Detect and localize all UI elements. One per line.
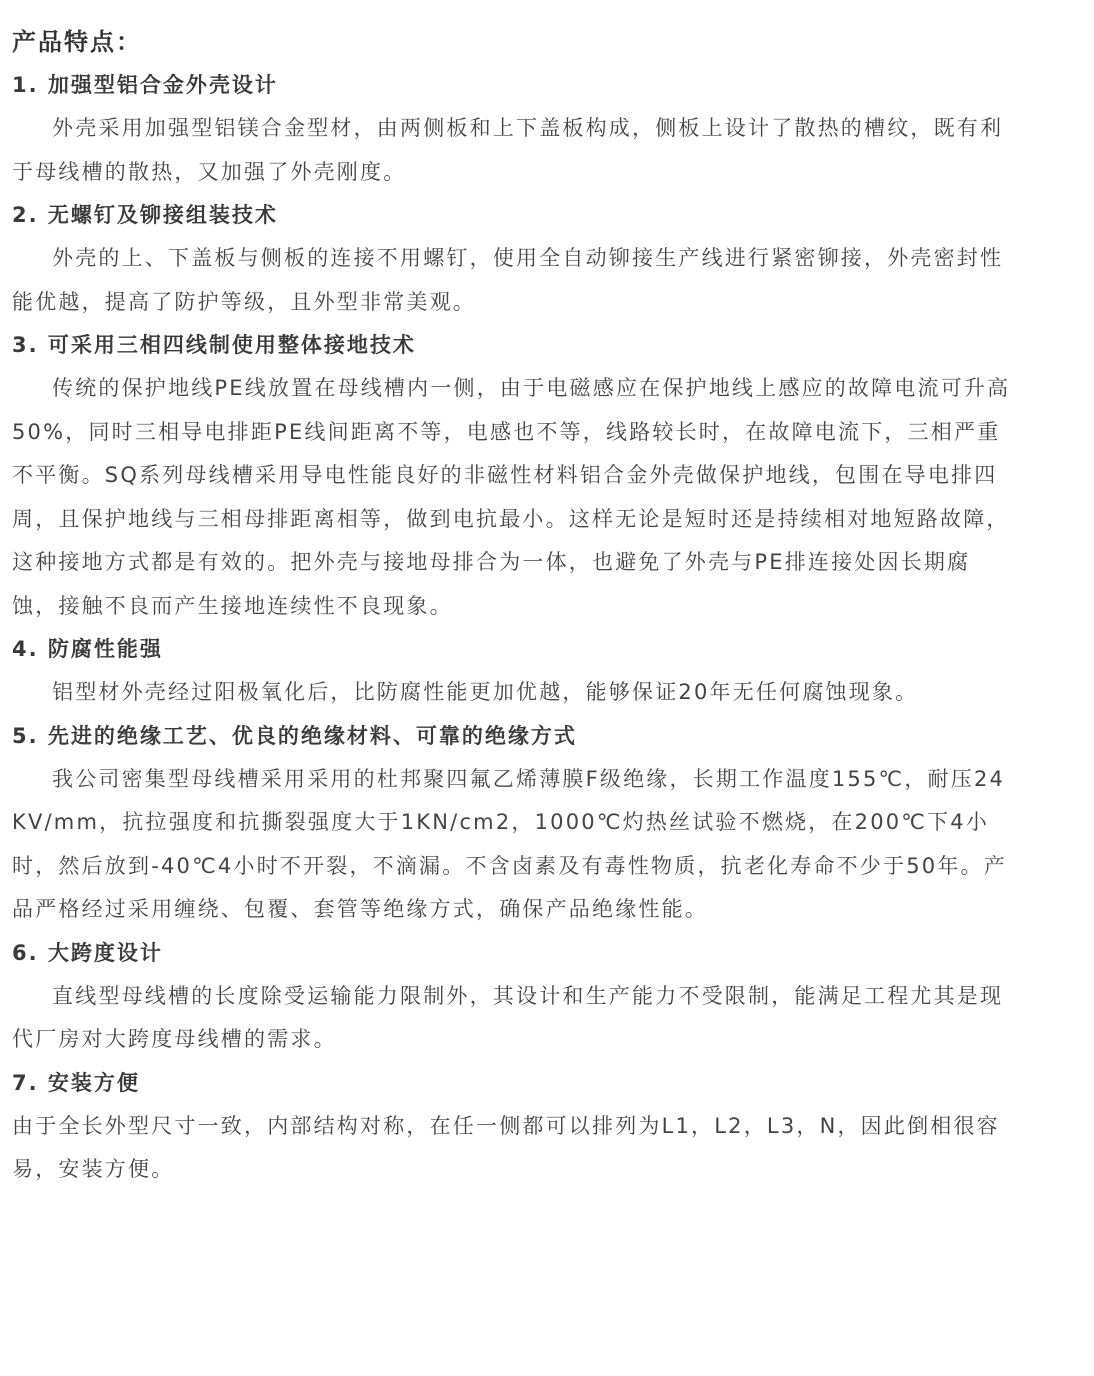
feature-section-4: [12, 628, 1012, 715]
feature-body-4: 铝型材外壳经过阳极氧化后，比防腐性能更加优越，能够保证20年无任何腐蚀现象。: [52, 680, 919, 704]
feature-section-2: [12, 194, 1012, 324]
feature-body-3: 传统的保护地线PE线放置在母线槽内一侧，由于电磁感应在保护地线上感应的故障电流可升高50%，同时三相导电排距PE线间距离不等，电感也不等，线路较长时，在故障电流下，三相严重不平衡。SQ系列母线槽采用导电性能良好的非磁性材料铝合金外壳做保护地线，包围在导电排四周，且保护地线与三相母排距离相等，做到电抗最小。这样无论是短时还是持续相对地短路故障，这种接地方式都是有效的。把外壳与接地母排合为一体，也避免了外壳与PE排连接处因长期腐蚀，接触不良而产生接地连续性不良现象。: [12, 376, 1011, 618]
feature-heading-5: 5. 先进的绝缘工艺、优良的绝缘材料、可靠的绝缘方式: [12, 723, 577, 748]
feature-section-1: [12, 64, 1012, 194]
feature-body-7: 由于全长外型尺寸一致，内部结构对称，在任一侧都可以排列为L1，L2，L3，N，因此倒相很容易，安装方便。: [12, 1113, 1000, 1181]
feature-heading-4: 4. 防腐性能强: [12, 637, 163, 661]
feature-body-2: 外壳的上、下盖板与侧板的连接不用螺钉，使用全自动铆接生产线进行紧密铆接，外壳密封性能优越，提高了防护等级，且外型非常美观。: [12, 246, 1004, 314]
feature-heading-1: 1. 加强型铝合金外壳设计: [12, 73, 278, 97]
feature-section-7: [12, 1062, 1012, 1192]
feature-section-3: [12, 324, 1012, 628]
feature-body-5: 我公司密集型母线槽采用采用的杜邦聚四氟乙烯薄膜F级绝缘，长期工作温度155℃，耐压24KV/mm，抗拉强度和抗撕裂强度大于1KN/cm2，1000℃灼热丝试验不燃烧，在200℃下4小时，然后放到-40℃4小时不开裂，不滴漏。不含卤素及有毒性物质，抗老化寿命不少于50年。产品严格经过采用缠绕、包覆、套管等绝缘方式，确保产品绝缘性能。: [12, 766, 1007, 921]
product-features-document: [12, 20, 1012, 1192]
feature-heading-2: 2. 无螺钉及铆接组装技术: [12, 203, 278, 227]
page-title: 产品特点：: [12, 28, 142, 56]
feature-heading-6: 6. 大跨度设计: [12, 940, 163, 965]
feature-body-1: 外壳采用加强型铝镁合金型材，由两侧板和上下盖板构成，侧板上设计了散热的槽纹，既有利于母线槽的散热，又加强了外壳刚度。: [12, 116, 1004, 184]
feature-heading-3: 3. 可采用三相四线制使用整体接地技术: [12, 333, 416, 357]
feature-section-6: [12, 932, 1012, 1062]
feature-section-5: [12, 715, 1012, 932]
feature-body-6: 直线型母线槽的长度除受运输能力限制外，其设计和生产能力不受限制，能满足工程尤其是现代厂房对大跨度母线槽的需求。: [12, 983, 1004, 1051]
feature-heading-7: 7. 安装方便: [12, 1070, 140, 1095]
